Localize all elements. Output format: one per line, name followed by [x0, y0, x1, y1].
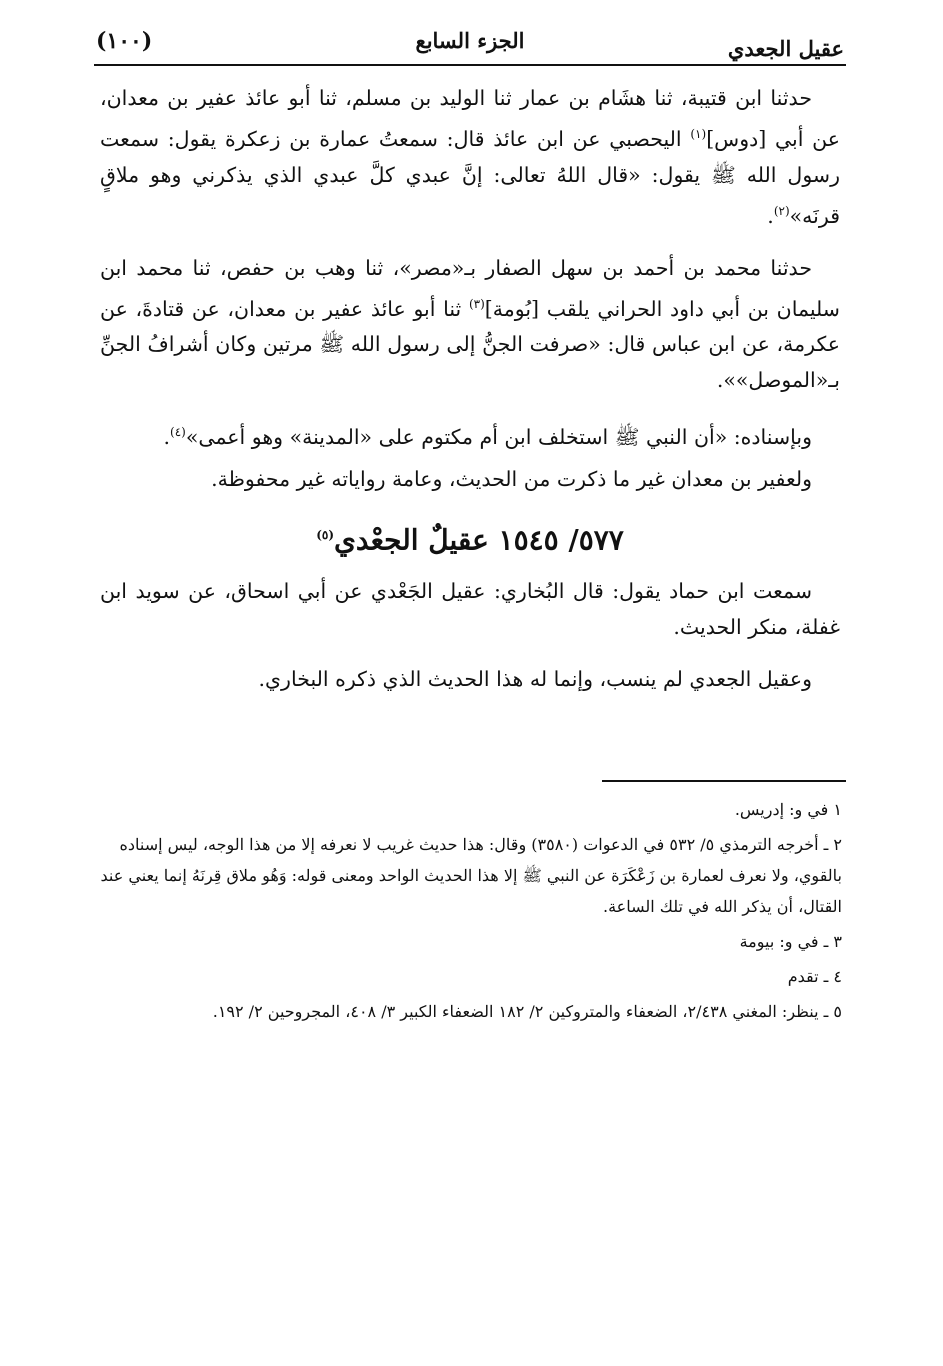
- paragraph-text: .: [163, 425, 170, 450]
- page-header: [96, 28, 844, 62]
- footnote-ref: (٢): [773, 203, 790, 218]
- paragraph: وعقيل الجعدي لم ينسب، وإنما له هذا الحديث الذي ذكره البخاري.: [258, 666, 812, 691]
- running-title: عقيل الجعدي: [727, 36, 844, 61]
- paragraph-text: .: [767, 203, 774, 228]
- paragraph-text: اليحصبي عن ابن عائذ قال: سمعتُ عمارة بن زعكرة يقول: سمعت رسول الله ﷺ يقول: «قال اللهُ تعالى: إنَّ عبدي كلَّ عبدي الذي يذكرني وهو ملاقٍ قرنَه»: [100, 126, 840, 228]
- footnote-ref: (٥): [316, 528, 335, 543]
- paragraph: سمعت ابن حماد يقول: قال البُخاري: عقيل الجَعْدي عن أبي اسحاق، عن سويد ابن غفلة، منكر الحديث.: [100, 578, 840, 639]
- entry-heading-text: ٥٧٧/ ١٥٤٥ عقيلٌ الجعْدي: [334, 523, 624, 557]
- paragraph: [100, 80, 840, 234]
- paragraph: [100, 250, 840, 399]
- footnote: ٢ ـ أخرجه الترمذي ٥/ ٥٣٢ في الدعوات (٣٥٨٠) وقال: هذا حديث غريب لا نعرفه إلا من هذا الوجه، ليس إسناده بالقوي، ولا نعرف لعمارة بن زَعْكَرَة عن النبي ﷺ إلا هذا الحديث الواحد ومعنى قوله: وَهُو ملاق قِرنَهُ إنما يعني عند القتال، أن يذكر الله في تلك الساعة.: [100, 835, 842, 916]
- paragraph-text: ثنا أبو عائذ عفير بن معدان، عن قتادةَ، عن عكرمة، عن ابن عباس قال: «صرفت الجنُّ إلى رسول الله ﷺ مرتين وكان أشرافُ الجنِّ بـ«الموصل»».: [100, 296, 840, 393]
- footnote: ٤ ـ تقدم: [787, 967, 842, 986]
- footnote-ref: (٤): [170, 425, 186, 440]
- footnote: ١ في و: إدريس.: [734, 800, 842, 819]
- paragraph: ولعفير بن معدان غير ما ذكرت من الحديث، وعامة رواياته غير محفوظة.: [211, 467, 812, 492]
- paragraph-text: حدثنا ابن قتيبة، ثنا هشَام بن عمار ثنا الوليد بن مسلم، ثنا أبو عائذ عفير بن معدان، عن أبي [دوس]: [100, 86, 841, 151]
- paragraph-text: وبإسناده: «أن النبي ﷺ استخلف ابن أم مكتوم على «المدينة» وهو أعمى»: [185, 425, 812, 450]
- footnote-ref: (١): [690, 127, 707, 141]
- footnote-rule: [602, 780, 846, 782]
- footnotes: [100, 794, 842, 1031]
- footnote: ٣ ـ في و: بيومة: [739, 932, 842, 951]
- paragraph: [100, 414, 840, 455]
- page-number: (١٠٠): [96, 28, 153, 54]
- entry-heading: [100, 517, 840, 558]
- main-text: [100, 80, 840, 713]
- header-rule: [94, 64, 846, 66]
- paragraph-text: حدثنا محمد بن أحمد بن سهل الصفار بـ«مصر»، ثنا وهب بن حفص، ثنا محمد ابن سليمان بن أبي داود الحراني يلقب [بُومة]: [100, 255, 840, 321]
- volume-title: الجزء السابع: [415, 28, 525, 53]
- footnote: ٥ ـ ينظر: المغني ٢/٤٣٨، الضعفاء والمتروكين ٢/ ١٨٢ الضعفاء الكبير ٣/ ٤٠٨، المجروحين ٢/ ١٩٢.: [212, 1002, 842, 1021]
- footnote-ref: (٣): [468, 296, 485, 311]
